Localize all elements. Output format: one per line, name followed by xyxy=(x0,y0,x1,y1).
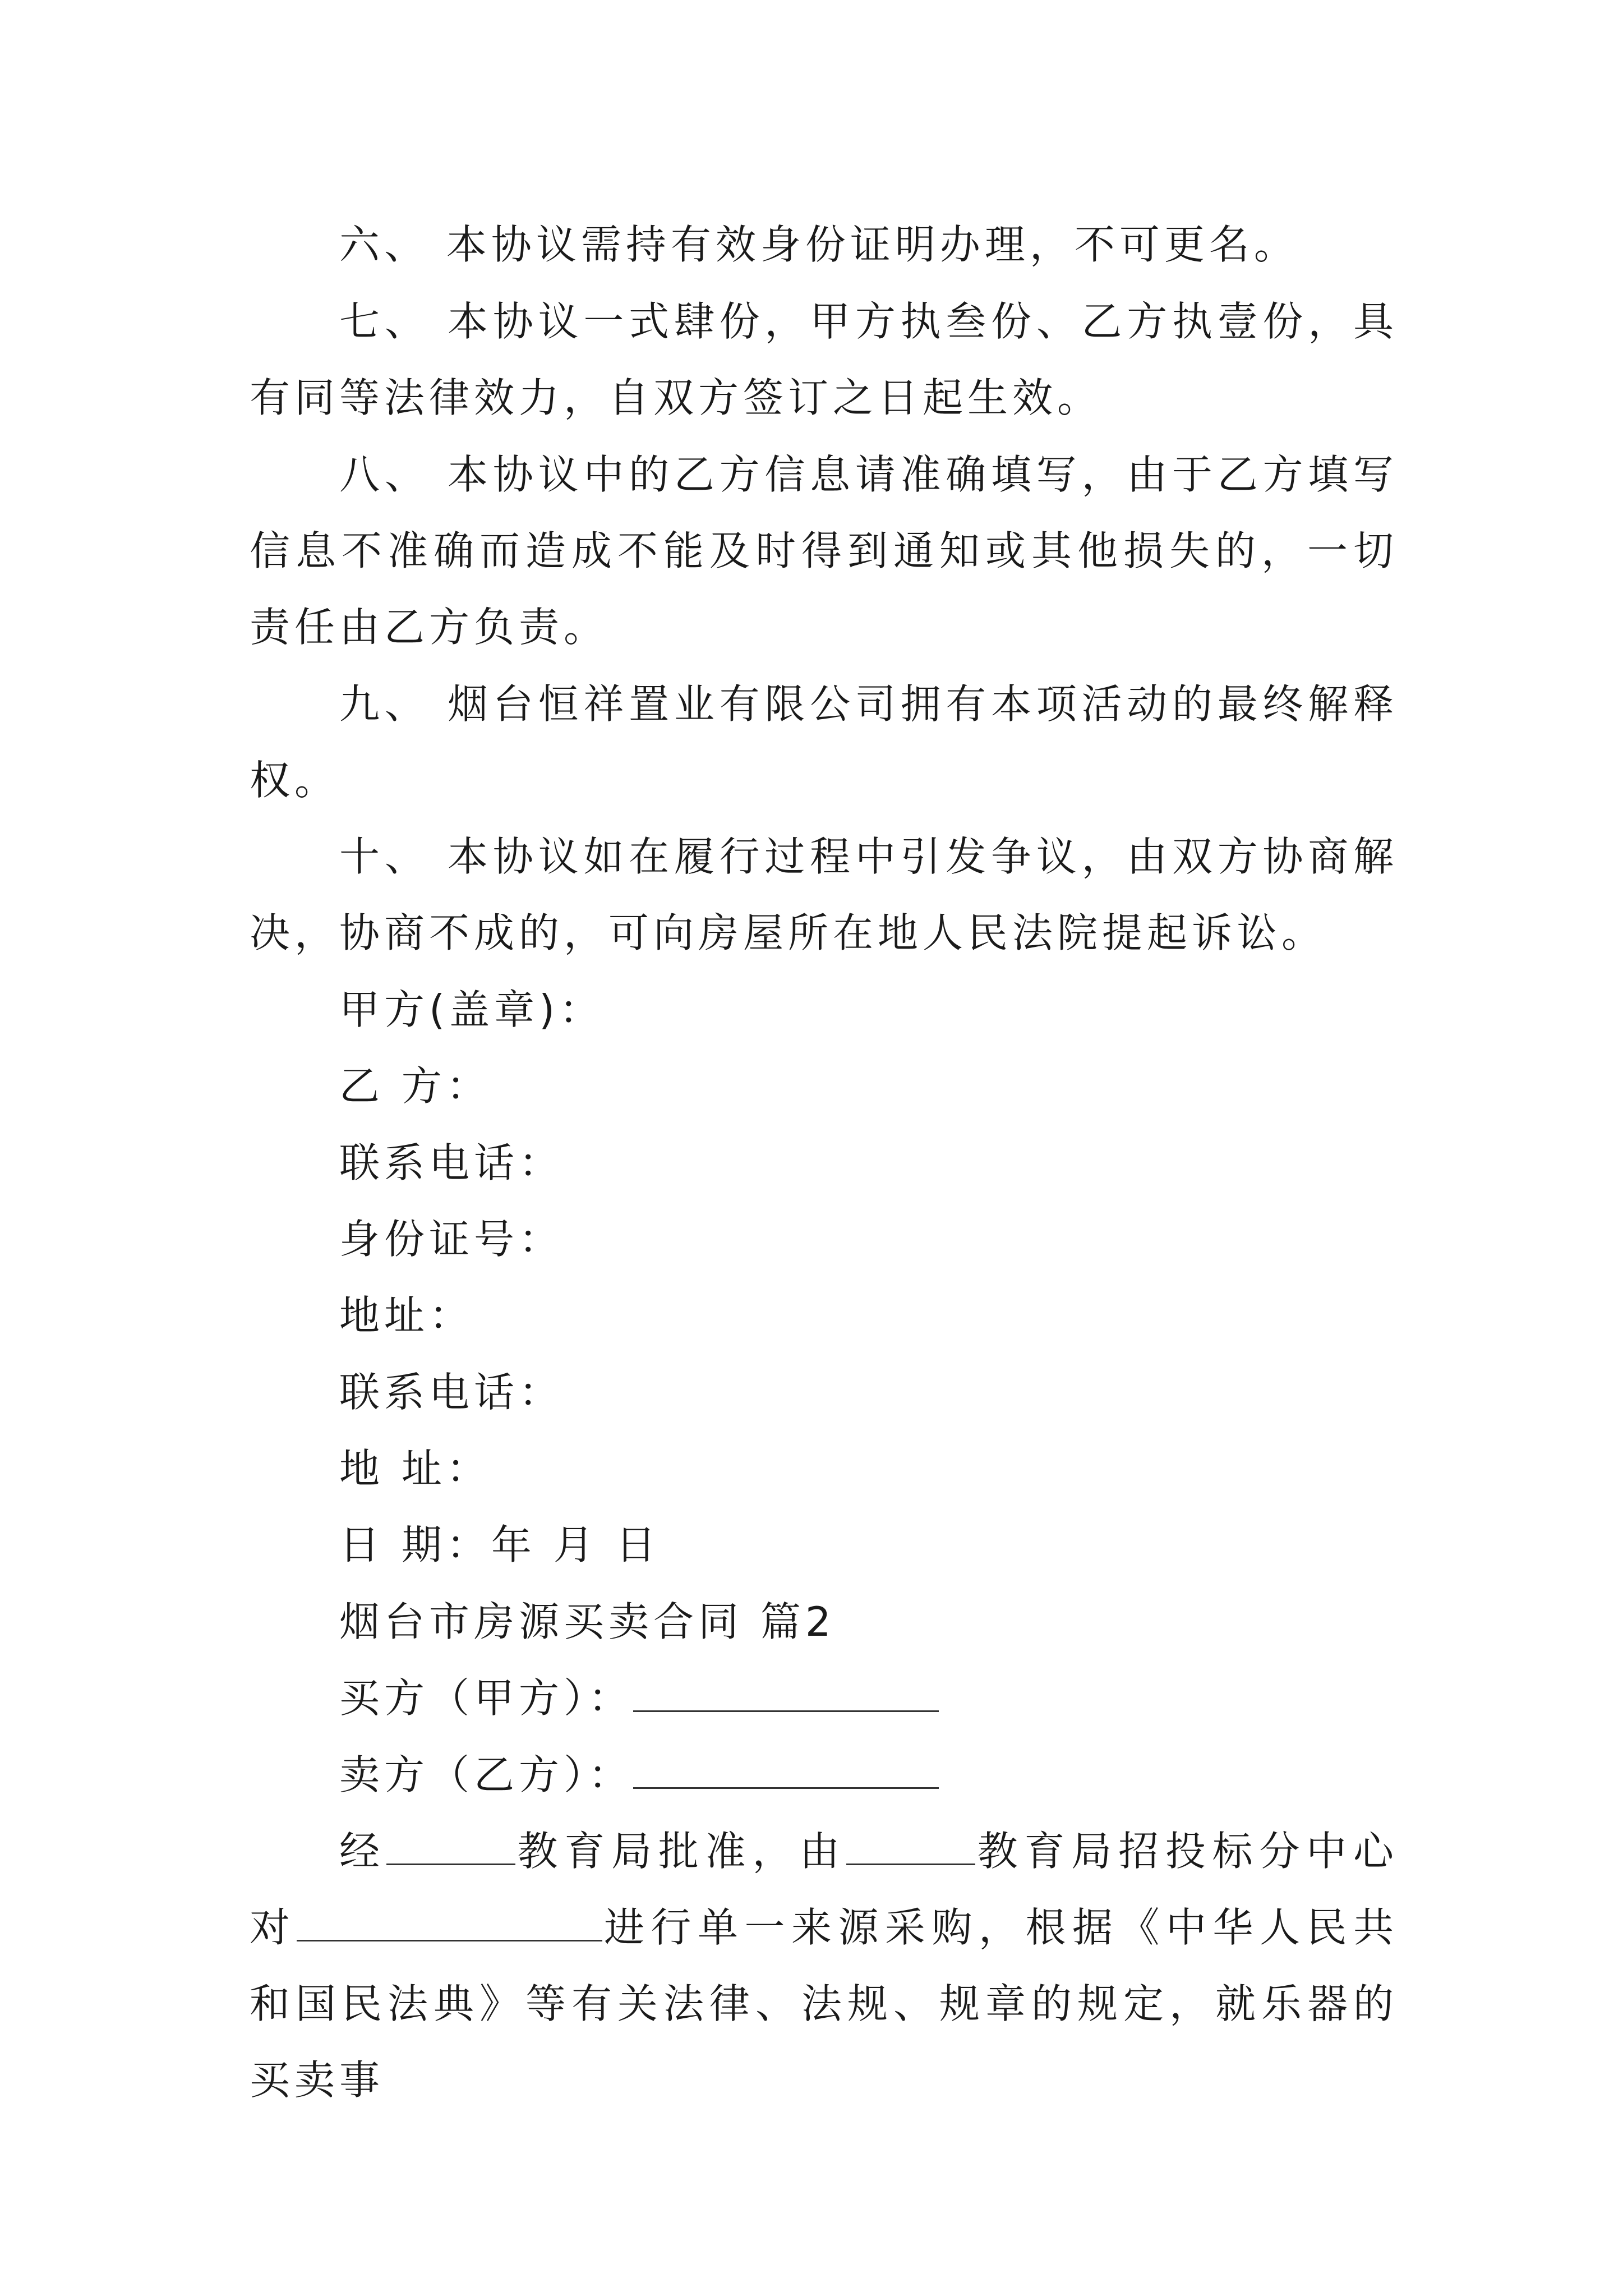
procurement-text-d: 进行单一来源采购，根据《中华人民共和国民法典》等有关法律、法规、规章的规定，就乐器的买卖事 xyxy=(250,1904,1398,2104)
clause-8: 八、 本协议中的乙方信息请准确填写，由于乙方填写信息不准确而造成不能及时得到通知或其他损失的，一切责任由乙方负责。 xyxy=(250,451,1398,651)
procurement-text-c: 教育局招投标分中心对 xyxy=(250,1828,1398,1951)
buyer-blank xyxy=(633,1672,939,1712)
project-blank xyxy=(297,1902,602,1941)
party-a-label: 甲方(盖章)： xyxy=(339,986,605,1033)
bureau-blank-2 xyxy=(846,1825,975,1865)
buyer-line xyxy=(339,1660,939,1736)
phone-label-2: 联系电话： xyxy=(339,1369,564,1416)
date-label: 日 期：年 月 日 xyxy=(339,1521,661,1568)
clause-9: 九、 烟台恒祥置业有限公司拥有本项活动的最终解释权。 xyxy=(250,680,1398,804)
procurement-paragraph xyxy=(250,1813,1398,2118)
clause-10: 十、 本协议如在履行过程中引发争议，由双方协商解决，协商不成的，可向房屋所在地人民法院提起诉讼。 xyxy=(250,833,1398,956)
procurement-text-b: 教育局批准，由 xyxy=(515,1828,846,1875)
bureau-blank-1 xyxy=(386,1825,515,1865)
party-b-label: 乙 方： xyxy=(339,1062,491,1110)
seller-label: 卖方（乙方）： xyxy=(339,1751,634,1798)
procurement-text-a: 经 xyxy=(339,1828,386,1875)
clause-7: 七、 本协议一式肆份，甲方执叁份、乙方执壹份，具有同等法律效力，自双方签订之日起生效。 xyxy=(250,298,1398,421)
buyer-label: 买方（甲方）： xyxy=(339,1674,634,1722)
address-label-1: 地址： xyxy=(339,1292,474,1339)
id-number-label: 身份证号： xyxy=(339,1216,564,1263)
section-2-title: 烟台市房源买卖合同 篇2 xyxy=(339,1598,836,1645)
phone-label-1: 联系电话： xyxy=(339,1139,564,1186)
address-label-2: 地 址： xyxy=(339,1445,491,1492)
seller-blank xyxy=(633,1749,939,1789)
clause-6: 六、 本协议需持有效身份证明办理，不可更名。 xyxy=(339,221,1299,268)
seller-line xyxy=(339,1737,939,1813)
